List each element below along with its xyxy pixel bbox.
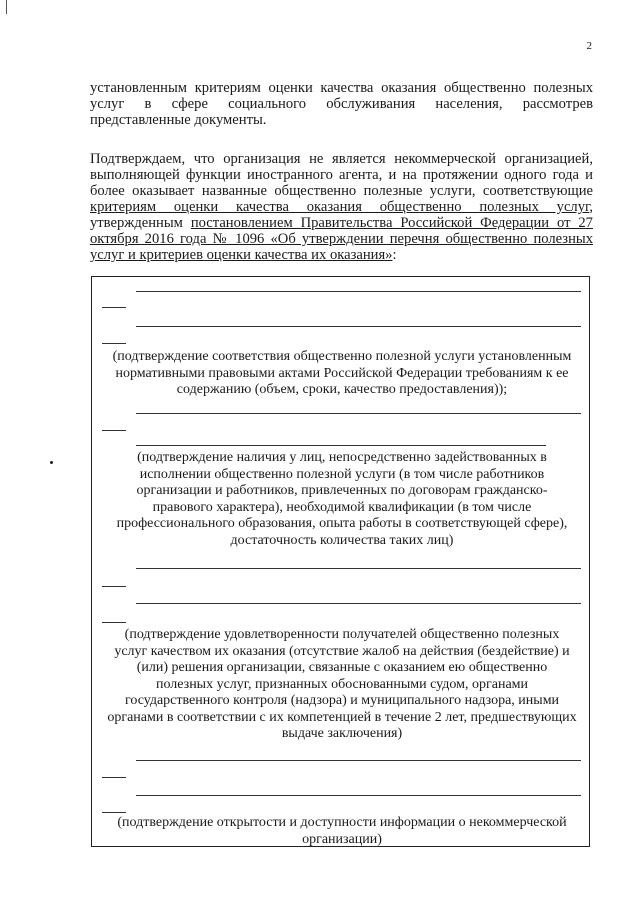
caption-recipient-satisfaction: (подтверждение удовлетворенности получателей общественно полезных услуг качеством их оказания (отсутствие жалоб на действия (бездействие) и (или) решения организации, связанные с оказанием ею общественно полезных услуг, признанных обоснованными судом, органами государственного контроля (надзора) и муниципального надзора, иными органами в соответствии с их компетенцией в течение 2 лет, предшествующих выдаче заключения) <box>107 627 577 741</box>
confirmation-middle: , утвержденным <box>90 199 593 231</box>
confirmation-form-box <box>91 276 590 847</box>
fill-stub-2a[interactable] <box>102 430 126 431</box>
fill-line-2b[interactable] <box>136 445 546 446</box>
fill-stub-3b[interactable] <box>102 622 126 623</box>
fill-line-3a[interactable] <box>136 568 581 569</box>
criteria-reference: критериям оценки качества оказания общественно полезных услуг <box>90 199 590 215</box>
confirmation-paragraph <box>90 151 593 263</box>
caption-staff-qualification: (подтверждение наличия у лиц, непосредственно задействованных в исполнении общественно полезной услуги (в том числе работников организации и работников, привлеченных по договорам гражданско-правового характера), необходимой квалификации (в том числе профессионального образования, опыта работы в соответствующей сфере), достаточность количества таких лиц) <box>116 450 568 548</box>
intro-paragraph: установленным критериям оценки качества оказания общественно полезных услуг в сфере социального обслуживания населения, рассмотрев представленные документы. <box>90 80 593 128</box>
fill-line-1a[interactable] <box>136 291 581 292</box>
fill-stub-3a[interactable] <box>102 586 126 587</box>
fill-stub-4a[interactable] <box>102 777 126 778</box>
confirmation-lead: Подтверждаем, что организация не является некоммерческой организацией, выполняющей функции иностранного агента, и на протяжении одного года и более оказывает названные общественно полезные услуги, соответствующие <box>90 151 593 199</box>
confirmation-tail: : <box>392 247 397 263</box>
fill-line-4a[interactable] <box>136 760 581 761</box>
fill-line-1b[interactable] <box>136 326 581 327</box>
fill-stub-1a[interactable] <box>102 307 126 308</box>
fill-line-4b[interactable] <box>136 795 581 796</box>
scan-speck <box>50 461 53 464</box>
page-number: 2 <box>586 40 592 52</box>
scan-edge-mark <box>6 0 7 14</box>
caption-service-compliance: (подтверждение соответствия общественно полезной услуги установленным нормативными правовыми актами Российской Федерации требованиям к ее содержанию (объем, сроки, качество предоставления)); <box>112 349 572 397</box>
fill-line-2a[interactable] <box>136 413 581 414</box>
government-decree-reference: постановлением Правительства Российской Федерации от 27 октября 2016 года № 1096 «Об утверждении перечня общественно полезных услуг и критериев оценки качества их оказания» <box>90 215 593 263</box>
fill-stub-1b[interactable] <box>102 343 126 344</box>
fill-line-3b[interactable] <box>136 603 581 604</box>
fill-stub-4b[interactable] <box>102 812 126 813</box>
caption-information-openness: (подтверждение открытости и доступности информации о некоммерческой организации) <box>117 815 567 847</box>
